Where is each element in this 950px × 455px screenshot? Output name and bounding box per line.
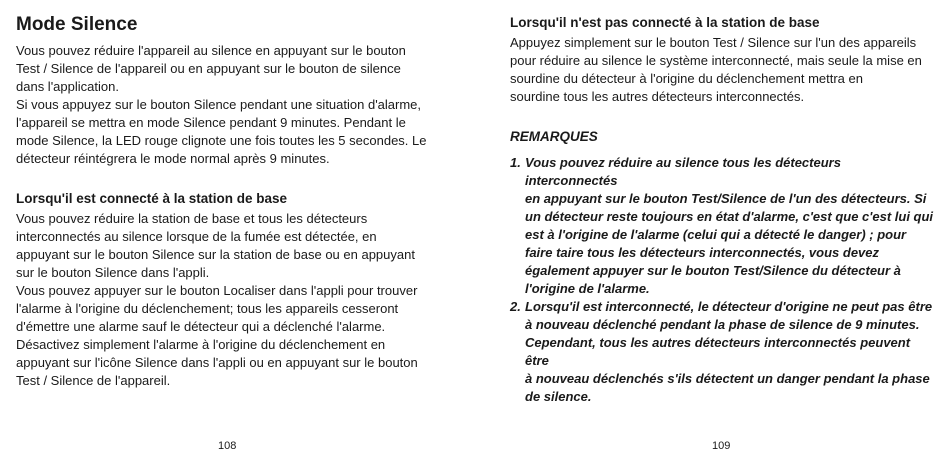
list-item [510, 154, 950, 298]
text-line: sur le bouton Silence dans l'appli. [16, 265, 210, 280]
remarks-heading: REMARQUES [510, 129, 598, 144]
text-line: interconnectés au silence lorsque de la fumée est détectée, en [16, 229, 377, 244]
list-item [510, 298, 950, 406]
section-paragraph [510, 34, 950, 106]
text-line: détecteur réintégrera le mode normal après 9 minutes. [16, 151, 330, 166]
text-line: également appuyer sur le bouton Test/Silence du détecteur à [525, 263, 901, 278]
right-page [475, 0, 950, 455]
text-line: l'appareil se mettra en mode Silence pendant 9 minutes. Pendant le [16, 115, 406, 130]
note-number: 1. [510, 155, 521, 170]
text-line: de silence. [525, 389, 592, 404]
text-line: en appuyant sur le bouton Test/Silence de l'un des détecteurs. Si [525, 191, 927, 206]
text-line: l'alarme à l'origine du déclenchement; tous les appareils cesseront [16, 301, 399, 316]
text-line: à nouveau déclenchés s'ils détectent un danger pendant la phase [525, 371, 930, 386]
note-text [525, 298, 935, 406]
text-line: un détecteur reste toujours en état d'alarme, c'est que c'est lui qui [525, 209, 934, 224]
note-number: 2. [510, 299, 521, 314]
text-line: dans l'application. [16, 79, 119, 94]
page-title: Mode Silence [16, 14, 138, 35]
intro-paragraph [16, 42, 475, 168]
text-line: appuyant sur le bouton Silence sur la station de base ou en appuyant [16, 247, 415, 262]
section-paragraph [16, 210, 475, 390]
section-heading: Lorsqu'il n'est pas connecté à la station de base [510, 15, 820, 30]
section-heading: Lorsqu'il est connecté à la station de base [16, 191, 288, 206]
text-line: sourdine du détecteur à l'origine du déclenchement mettra en [510, 71, 863, 86]
text-line: Si vous appuyez sur le bouton Silence pendant une situation d'alarme, [16, 97, 422, 112]
text-line: Cependant, tous les autres détecteurs interconnectés peuvent être [525, 335, 911, 368]
text-line: à nouveau déclenché pendant la phase de silence de 9 minutes. [525, 317, 920, 332]
text-line: sourdine tous les autres détecteurs interconnectés. [510, 89, 805, 104]
text-line: mode Silence, la LED rouge clignote une fois toutes les 5 secondes. Le [16, 133, 427, 148]
page-number-left: 108 [218, 440, 237, 452]
text-line: Vous pouvez appuyer sur le bouton Localiser dans l'appli pour trouver [16, 283, 418, 298]
text-line: appuyant sur l'icône Silence dans l'appli ou en appuyant sur le bouton [16, 355, 418, 370]
text-line: Vous pouvez réduire l'appareil au silence en appuyant sur le bouton [16, 43, 406, 58]
text-line: l'origine de l'alarme. [525, 281, 650, 296]
remarks-list [510, 154, 950, 406]
text-line: Vous pouvez réduire au silence tous les détecteurs interconnectés [525, 155, 841, 188]
text-line: pour réduire au silence le système interconnecté, mais seule la mise en [510, 53, 922, 68]
remarks-section [510, 128, 950, 406]
not-connected-section [510, 14, 950, 106]
text-line: Désactivez simplement l'alarme à l'origine du déclenchement en [16, 337, 386, 352]
page-number-right: 109 [712, 440, 731, 452]
text-line: faire taire tous les détecteurs interconnectés, vous devez [525, 245, 880, 260]
text-line: Appuyez simplement sur le bouton Test / Silence sur l'un des appareils [510, 35, 917, 50]
text-line: Vous pouvez réduire la station de base et tous les détecteurs [16, 211, 368, 226]
text-line: est à l'origine de l'alarme (celui qui a détecté le danger) ; pour [525, 227, 907, 242]
connected-section [16, 190, 475, 390]
text-line: Test / Silence de l'appareil ou en appuyant sur le bouton de silence [16, 61, 401, 76]
text-line: Test / Silence de l'appareil. [16, 373, 171, 388]
note-text [525, 154, 935, 298]
text-line: d'émettre une alarme sauf le détecteur qui a déclenché l'alarme. [16, 319, 386, 334]
text-line: Lorsqu'il est interconnecté, le détecteur d'origine ne peut pas être [525, 299, 933, 314]
